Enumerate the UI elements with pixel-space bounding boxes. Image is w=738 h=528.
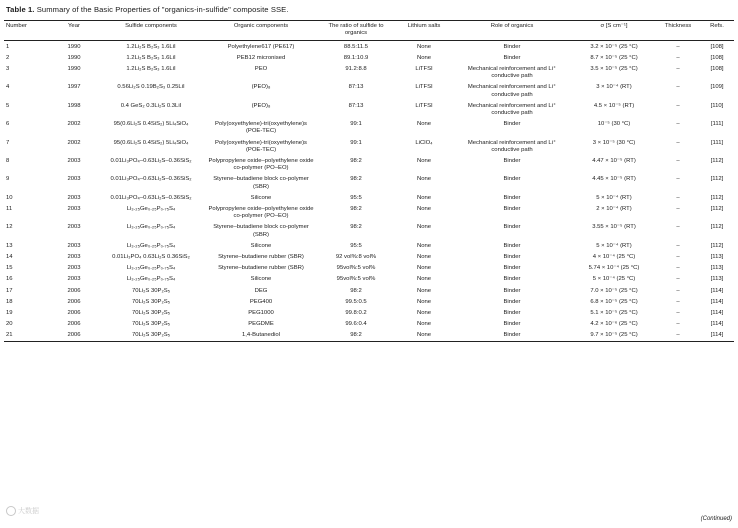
table-header-row bbox=[4, 21, 734, 41]
table-cell: 4.45 × 10⁻⁵ (RT) bbox=[592, 176, 636, 183]
table-cell: [114] bbox=[700, 329, 734, 341]
table-cell: 95vol%:5 vol% bbox=[336, 276, 376, 283]
table-row bbox=[4, 329, 734, 341]
table-cell: (PEO)₈ bbox=[251, 84, 271, 91]
table-cell: Silicone bbox=[250, 276, 272, 283]
table-cell: Binder bbox=[503, 121, 521, 128]
table-cell: 1990 bbox=[67, 43, 81, 50]
table-cell: None bbox=[416, 310, 432, 317]
table-cell: Mechanical reinforcement and Li⁺ conductive path bbox=[467, 84, 557, 98]
table-caption-label: Table 1. bbox=[6, 5, 35, 14]
table-cell: – bbox=[676, 121, 680, 128]
table-cell: 95(0.6Li₂S 0.4SiS₂) 5Li₄SiO₄ bbox=[113, 121, 189, 128]
table-row bbox=[4, 137, 734, 155]
table-cell: – bbox=[676, 176, 680, 183]
table-cell: Binder bbox=[503, 224, 521, 231]
table-cell: PEG1000 bbox=[248, 310, 274, 317]
table-cell: 6.8 × 10⁻⁵ (25 °C) bbox=[590, 298, 638, 305]
table-cell: 15 bbox=[6, 265, 13, 272]
table-cell: Binder bbox=[452, 329, 572, 341]
table-cell: Binder bbox=[503, 43, 521, 50]
table-cell: 19 bbox=[6, 310, 13, 317]
table-cell: – bbox=[656, 329, 700, 341]
watermark-text: 大数据 bbox=[18, 508, 39, 515]
column-header: Role of organics bbox=[452, 21, 572, 41]
table-cell: [112] bbox=[710, 242, 724, 249]
table-cell: 99.6:0.4 bbox=[345, 321, 367, 328]
table-cell: 1990 bbox=[67, 65, 81, 72]
table-cell: 70Li₂S 30P₂S₅ bbox=[131, 287, 171, 294]
table-row bbox=[4, 118, 734, 136]
table-cell: Polypropylene oxide–polyethylene oxide co-polymer (PO–EO) bbox=[208, 206, 314, 220]
table-cell: Binder bbox=[503, 265, 521, 272]
table-cell: 4 × 10⁻⁴ (25 °C) bbox=[592, 254, 636, 261]
table-cell: – bbox=[676, 287, 680, 294]
table-cell: 2006 bbox=[67, 287, 81, 294]
table-row bbox=[4, 262, 734, 273]
table-cell: None bbox=[416, 43, 432, 50]
table-row bbox=[4, 63, 734, 81]
table-cell: 5.1 × 10⁻⁵ (25 °C) bbox=[590, 310, 638, 317]
table-caption-text: Summary of the Basic Properties of "organics-in-sulfide" composite SSE. bbox=[36, 5, 289, 14]
table-cell: 99.8:0.2 bbox=[345, 310, 367, 317]
table-cell: None bbox=[416, 206, 432, 213]
table-cell: 70Li₂S 30P₂S₅ bbox=[131, 310, 171, 317]
table-cell: Binder bbox=[503, 254, 521, 261]
table-cell: Li₃.₂₅Ge₀.₂₅P₀.₇₅S₄ bbox=[126, 265, 176, 272]
table-cell: 12 bbox=[6, 224, 13, 231]
table-cell: [109] bbox=[710, 84, 724, 91]
column-header: Lithium salts bbox=[396, 21, 452, 41]
table-cell: – bbox=[676, 321, 680, 328]
table-cell: 2003 bbox=[67, 276, 81, 283]
table-cell: None bbox=[416, 321, 432, 328]
table-cell: Polypropylene oxide–polyethylene oxide co-polymer (PO–EO) bbox=[208, 158, 314, 172]
table-cell: 1998 bbox=[67, 102, 81, 109]
table-cell: None bbox=[416, 176, 432, 183]
table-cell: 89.1:10.9 bbox=[343, 54, 369, 61]
table-row bbox=[4, 240, 734, 251]
table-cell: Binder bbox=[503, 287, 521, 294]
table-cell: Binder bbox=[503, 206, 521, 213]
table-cell: 87:13 bbox=[348, 84, 364, 91]
table-cell: Binder bbox=[503, 321, 521, 328]
table-cell: 87:13 bbox=[348, 102, 364, 109]
table-cell: [112] bbox=[710, 194, 724, 201]
table-cell: 1997 bbox=[67, 84, 81, 91]
table-cell: – bbox=[676, 298, 680, 305]
table-cell: 92 vol%:8 vol% bbox=[335, 254, 377, 261]
table-cell: 0.01Li₃PO₄–0.63Li₂S–0.36SiS₂ bbox=[110, 158, 192, 164]
table-cell: 2006 bbox=[67, 310, 81, 317]
table-cell: [111] bbox=[710, 121, 724, 128]
table-cell: 2002 bbox=[67, 121, 81, 128]
table-cell: – bbox=[676, 310, 680, 317]
table-cell: 5 × 10⁻⁴ (RT) bbox=[596, 194, 632, 201]
table-cell: [112] bbox=[710, 158, 724, 164]
column-header: Year bbox=[52, 21, 96, 41]
table-cell: – bbox=[676, 276, 680, 283]
table-cell: 2003 bbox=[67, 194, 81, 201]
continued-label: (Continued) bbox=[700, 516, 732, 522]
table-cell: [113] bbox=[710, 276, 724, 283]
table-cell: None bbox=[416, 194, 432, 201]
table-cell: 5 bbox=[6, 102, 10, 109]
table-cell: – bbox=[676, 265, 680, 272]
table-cell: None bbox=[396, 329, 452, 341]
table-cell: 5.74 × 10⁻⁴ (25 °C) bbox=[588, 265, 640, 272]
table-cell: Mechanical reinforcement and Li⁺ conductive path bbox=[467, 102, 557, 116]
table-cell: Binder bbox=[503, 298, 521, 305]
table-cell: Binder bbox=[503, 242, 521, 249]
table-cell: Binder bbox=[503, 194, 521, 201]
column-header: σ [S cm⁻¹] bbox=[572, 21, 656, 41]
table-cell: [113] bbox=[710, 265, 724, 272]
table-cell: 2003 bbox=[67, 224, 81, 231]
table-cell: – bbox=[676, 242, 680, 249]
table-cell: 4 bbox=[6, 84, 10, 91]
table-cell: [111] bbox=[710, 139, 724, 146]
table-cell: None bbox=[416, 158, 432, 164]
table-cell: 98:2 bbox=[350, 206, 362, 213]
table-cell: 4.5 × 10⁻⁵ (RT) bbox=[593, 102, 635, 109]
table-cell: 8 bbox=[6, 158, 10, 164]
table-cell: None bbox=[416, 54, 432, 61]
table-cell: Poly(oxyethylene)-tri(oxyethylene)s (POE-TEC) bbox=[215, 121, 307, 135]
table-cell: [113] bbox=[710, 254, 724, 261]
table-row bbox=[4, 52, 734, 63]
table-cell: 88.5:11.5 bbox=[343, 43, 369, 50]
table-cell: Li₃.₂₅Ge₀.₂₅P₀.₇₅S₄ bbox=[126, 224, 176, 231]
table-cell: 4.47 × 10⁻⁵ (RT) bbox=[592, 158, 636, 164]
table-cell: 1 bbox=[6, 43, 10, 50]
table-cell: None bbox=[416, 298, 432, 305]
table-cell: – bbox=[676, 84, 680, 91]
table-cell: – bbox=[676, 194, 680, 201]
watermark-logo-icon bbox=[6, 506, 16, 516]
table-cell: [110] bbox=[710, 102, 724, 109]
table-cell: 2003 bbox=[67, 158, 81, 164]
table-cell: – bbox=[676, 254, 680, 261]
table-cell: – bbox=[676, 65, 680, 72]
table-cell: Binder bbox=[503, 54, 521, 61]
table-row bbox=[4, 273, 734, 284]
table-cell: 98:2 bbox=[350, 158, 362, 164]
table-cell: Li₃.₂₅Ge₀.₂₅P₀.₇₅S₄ bbox=[126, 276, 176, 283]
properties-table bbox=[4, 20, 734, 342]
table-cell: Binder bbox=[503, 276, 521, 283]
table-cell: – bbox=[676, 206, 680, 213]
table-cell: None bbox=[416, 224, 432, 231]
table-cell: 99:1 bbox=[350, 121, 362, 128]
table-cell: None bbox=[416, 265, 432, 272]
table-cell: [108] bbox=[710, 54, 724, 61]
table-cell: 21 bbox=[4, 329, 52, 341]
table-cell: 2003 bbox=[67, 206, 81, 213]
column-header: Sulfide components bbox=[96, 21, 206, 41]
table-row bbox=[4, 81, 734, 99]
column-header: The ratio of sulfide to organics bbox=[316, 21, 396, 41]
table-cell: Polyethylene617 (PE617) bbox=[227, 43, 295, 50]
table-cell: Styrene–butadiene block co-polymer (SBR) bbox=[213, 176, 309, 190]
table-cell: [114] bbox=[710, 310, 724, 317]
table-row bbox=[4, 296, 734, 307]
table-cell: 2003 bbox=[67, 176, 81, 183]
table-cell: 95vol%:5 vol% bbox=[336, 265, 376, 272]
table-cell: 1.2Li₂S B₂S₃ 1.6LiI bbox=[126, 43, 176, 50]
table-cell: [112] bbox=[710, 206, 724, 213]
table-cell: 99.5:0.5 bbox=[345, 298, 367, 305]
table-cell: 2006 bbox=[52, 329, 96, 341]
table-cell: 1990 bbox=[67, 54, 81, 61]
table-cell: None bbox=[416, 242, 432, 249]
table-cell: 0.01Li₃PO₄–0.63Li₂S–0.36SiS₂ bbox=[110, 176, 192, 183]
table-cell: 3 bbox=[6, 65, 10, 72]
table-cell: Li₃.₂₅Ge₀.₂₅P₀.₇₅S₄ bbox=[126, 206, 176, 213]
table-cell: Styrene–butadiene rubber (SBR) bbox=[218, 265, 304, 272]
table-cell: 8.7 × 10⁻⁵ (25 °C) bbox=[590, 54, 638, 61]
table-cell: 98:2 bbox=[316, 329, 396, 341]
table-cell: 3 × 10⁻⁴ (RT) bbox=[596, 84, 632, 91]
table-cell: 18 bbox=[6, 298, 13, 305]
table-cell: 20 bbox=[6, 321, 13, 328]
table-cell: Poly(oxyethylene)-tri(oxyethylene)s (POE-TEC) bbox=[215, 139, 307, 153]
table-cell: 7.0 × 10⁻⁵ (25 °C) bbox=[590, 287, 638, 294]
table-cell: – bbox=[676, 102, 680, 109]
table-cell: 5 × 10⁻⁴ (RT) bbox=[596, 242, 632, 249]
table-caption bbox=[6, 5, 289, 14]
watermark bbox=[6, 506, 39, 516]
table-row bbox=[4, 155, 734, 173]
table-row bbox=[4, 251, 734, 262]
table-cell: 6 bbox=[6, 121, 10, 128]
table-row bbox=[4, 285, 734, 296]
table-cell: 13 bbox=[6, 242, 13, 249]
table-cell: 91.2:8.8 bbox=[345, 65, 367, 72]
table-cell: 95(0.6Li₂S 0.4SiS₂) 5Li₄SiO₄ bbox=[113, 139, 189, 146]
table-cell: 7 bbox=[6, 139, 10, 146]
table-cell: 2003 bbox=[67, 242, 81, 249]
table-cell: [114] bbox=[710, 287, 724, 294]
table-cell: None bbox=[416, 121, 432, 128]
table-cell: 98:2 bbox=[350, 224, 362, 231]
table-cell: PEO bbox=[254, 65, 268, 72]
table-cell: LiTFSI bbox=[415, 102, 433, 109]
table-row bbox=[4, 100, 734, 118]
table-cell: [112] bbox=[710, 176, 724, 183]
table-cell: 10⁻⁵ (30 °C) bbox=[597, 121, 631, 128]
table-row bbox=[4, 318, 734, 329]
column-header: Refs. bbox=[700, 21, 734, 41]
table-row bbox=[4, 307, 734, 318]
table-cell: 1,4-Butanediol bbox=[206, 329, 316, 341]
table-cell: 16 bbox=[6, 276, 13, 283]
table-cell: 95:5 bbox=[350, 194, 362, 201]
table-row bbox=[4, 221, 734, 239]
table-cell: [114] bbox=[710, 321, 724, 328]
table-cell: 3 × 10⁻⁵ (30 °C) bbox=[592, 139, 636, 146]
table-cell: 3.5 × 10⁻⁵ (25 °C) bbox=[590, 65, 638, 72]
table-cell: Silicone bbox=[250, 242, 272, 249]
table-cell: [114] bbox=[710, 298, 724, 305]
table-cell: 11 bbox=[6, 206, 13, 213]
table-body bbox=[4, 40, 734, 341]
table-cell: 70Li₂S 30P₂S₅ bbox=[131, 321, 171, 328]
table-cell: Binder bbox=[503, 310, 521, 317]
table-cell: 5 × 10⁻⁴ (25 °C) bbox=[592, 276, 636, 283]
table-cell: 1.2Li₂S B₂S₃ 1.6LiI bbox=[126, 65, 176, 72]
table-cell: 9.7 × 10⁻⁵ (25 °C) bbox=[572, 329, 656, 341]
table-cell: None bbox=[416, 276, 432, 283]
table-cell: 1.2Li₂S B₂S₃ 1.6LiI bbox=[126, 54, 176, 61]
table-cell: – bbox=[676, 139, 680, 146]
column-header: Number bbox=[4, 21, 52, 41]
table-row bbox=[4, 203, 734, 221]
table-cell: – bbox=[676, 224, 680, 231]
table-cell: 98:2 bbox=[350, 287, 362, 294]
table-cell: 4.2 × 10⁻⁶ (25 °C) bbox=[590, 321, 638, 328]
column-header: Organic components bbox=[206, 21, 316, 41]
table-cell: [108] bbox=[710, 65, 724, 72]
table-cell: – bbox=[676, 54, 680, 61]
table-row bbox=[4, 173, 734, 191]
table-cell: Binder bbox=[503, 158, 521, 164]
table-cell: 95:5 bbox=[350, 242, 362, 249]
table-cell: Mechanical reinforcement and Li⁺ conductive path bbox=[467, 139, 557, 153]
table-cell: 3.2 × 10⁻⁵ (25 °C) bbox=[590, 43, 638, 50]
table-cell: 9 bbox=[6, 176, 10, 183]
table-cell: LiClO₄ bbox=[415, 139, 433, 146]
table-cell: (PEO)₈ bbox=[251, 102, 271, 109]
table-cell: 14 bbox=[6, 254, 13, 261]
table-cell: [108] bbox=[710, 43, 724, 50]
table-cell: DEG bbox=[254, 287, 268, 294]
table-cell: 2003 bbox=[67, 265, 81, 272]
table-cell: Styrene–butadiene rubber (SBR) bbox=[218, 254, 304, 261]
table-cell: Styrene–butadiene block co-polymer (SBR) bbox=[213, 224, 309, 238]
table-cell: Mechanical reinforcement and Li⁺ conductive path bbox=[467, 65, 557, 80]
table-cell: 0.01Li₃PO₄ 0.63Li₂S 0.36SiS₂ bbox=[112, 254, 190, 261]
table-cell: Li₃.₂₅Ge₀.₂₅P₀.₇₅S₄ bbox=[126, 242, 176, 249]
table-cell: 17 bbox=[6, 287, 13, 294]
table-cell: None bbox=[416, 287, 432, 294]
table-cell: 10 bbox=[6, 194, 13, 201]
table-cell: LiTFSI bbox=[415, 65, 433, 72]
table-cell: 0.01Li₃PO₄–0.63Li₂S–0.36SiS₂ bbox=[110, 194, 192, 201]
table-cell: – bbox=[676, 43, 680, 50]
table-cell: 2006 bbox=[67, 321, 81, 328]
table-cell: 99:1 bbox=[350, 139, 362, 146]
table-cell: 2002 bbox=[67, 139, 81, 146]
table-cell: 2006 bbox=[67, 298, 81, 305]
table-cell: 2 × 10⁻⁴ (RT) bbox=[596, 206, 632, 213]
table-cell: PEG400 bbox=[249, 298, 273, 305]
table-cell: 70Li₂S 30P₂S₅ bbox=[96, 329, 206, 341]
column-header: Thickness bbox=[656, 21, 700, 41]
table-cell: – bbox=[676, 158, 680, 164]
table-cell: PEB12 micronised bbox=[236, 54, 286, 61]
table-cell: 3.55 × 10⁻⁵ (RT) bbox=[592, 224, 636, 231]
table-cell: 98:2 bbox=[350, 176, 362, 183]
table-row bbox=[4, 40, 734, 52]
table-cell: LiTFSI bbox=[415, 84, 433, 91]
table-cell: None bbox=[416, 254, 432, 261]
table-cell: [112] bbox=[710, 224, 724, 231]
table-cell: 2 bbox=[6, 54, 10, 61]
table-row bbox=[4, 192, 734, 203]
table-cell: Silicone bbox=[250, 194, 272, 201]
table-cell: PEGDME bbox=[248, 321, 274, 328]
table-cell: 2003 bbox=[67, 254, 81, 261]
table-cell: 0.56Li₂S 0.19B₂S₃ 0.25LiI bbox=[117, 84, 185, 91]
table-cell: 0.4 GeS₂ 0.3Li₂S 0.3LiI bbox=[120, 102, 182, 109]
table-cell: 70Li₂S 30P₂S₅ bbox=[131, 298, 171, 305]
table-cell: Binder bbox=[503, 176, 521, 183]
